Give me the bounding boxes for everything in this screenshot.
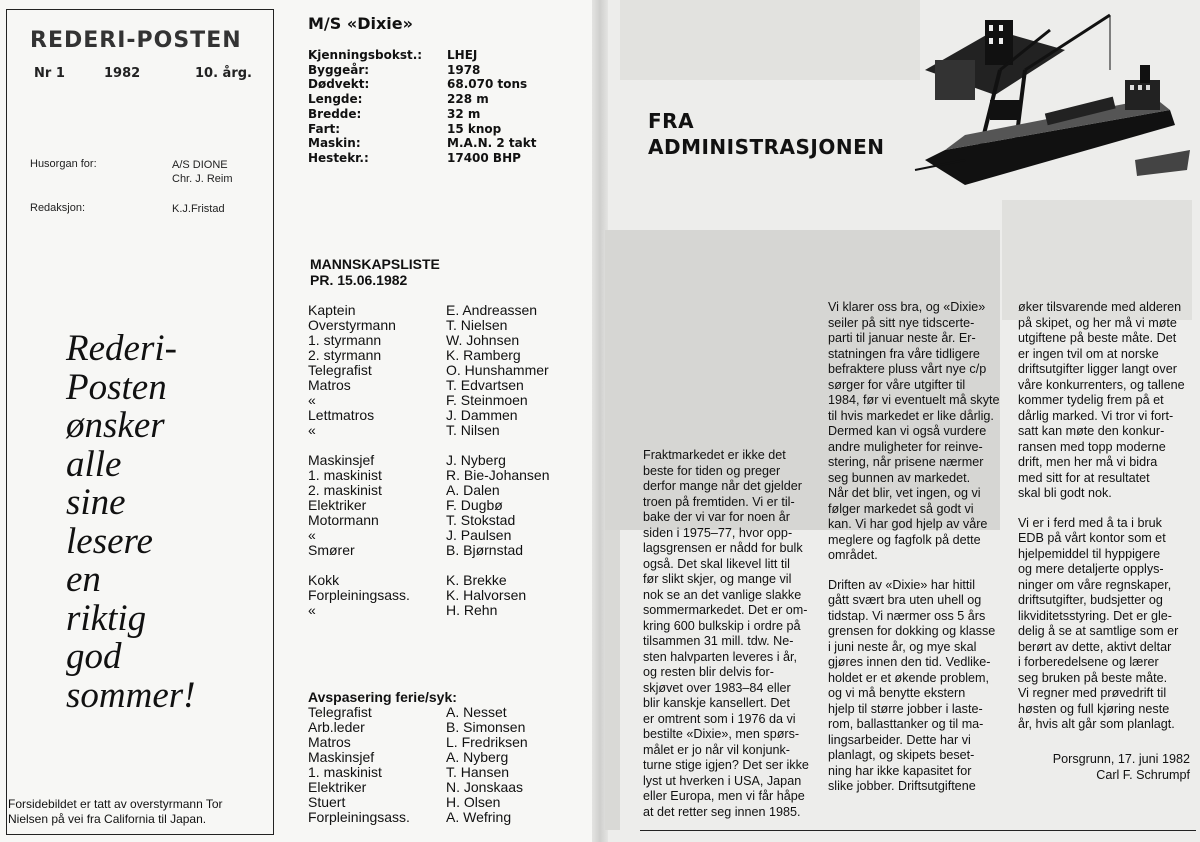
crew-heading-line: MANNSKAPSLISTE (310, 256, 440, 272)
crew-role: « (308, 602, 316, 618)
article-line: høsten og full kjøring neste (1018, 701, 1170, 716)
article-line: seg bruken på beste måte. (1018, 670, 1168, 685)
greeting-line: god (66, 636, 122, 677)
article-line: seg bunnen av markedet. (828, 470, 971, 485)
crew-name: O. Hunshammer (446, 362, 549, 378)
leave-role: Matros (308, 734, 351, 750)
article-line: derfor mange når det gjelder (643, 479, 802, 493)
crew-name: A. Dalen (446, 482, 500, 498)
spec-value: M.A.N. 2 takt (447, 136, 537, 151)
article-line: lagsgrensen er nådd for bulk (643, 541, 803, 555)
spec-key: Byggeår: (308, 62, 370, 77)
spec-value: 1978 (447, 62, 481, 77)
article-line: meglere og fagfolk på dette (828, 532, 981, 547)
article-paragraph (1018, 516, 1193, 733)
article-line: rom, ballasttanker og til ma- (828, 717, 984, 731)
article-line: sten halvparten leveres i år, (643, 649, 798, 664)
article-signoff (1040, 752, 1190, 783)
crew-name: K. Ramberg (446, 347, 521, 363)
leave-name: B. Simonsen (446, 719, 526, 735)
crew-role: Lettmatros (308, 407, 375, 423)
article-line: slike jobber. Driftsutgiftene (828, 779, 976, 793)
article-line: også. Det skal likevel litt til (643, 556, 790, 571)
article-line: er ingen tvil om at norske (1018, 346, 1159, 361)
volume: 10. årg. (195, 66, 252, 81)
article-line: skjøvet over 1983–84 eller (643, 680, 791, 695)
crew-name: F. Steinmoen (446, 392, 528, 408)
crew-role: Elektriker (308, 497, 367, 513)
article-line: at det retter seg innen 1985. (643, 804, 801, 819)
leave-role: Elektriker (308, 779, 367, 795)
leave-role: Telegrafist (308, 704, 372, 720)
crew-name: J. Dammen (446, 407, 518, 423)
crew-role (308, 558, 410, 573)
article-line: på skipet, og her må vi møte (1018, 315, 1177, 330)
article-line: området. (828, 548, 878, 562)
greeting-line: Rederi- (66, 328, 177, 369)
place-date: Porsgrunn, 17. juni 1982 (1052, 752, 1190, 766)
signature: Carl F. Schrumpf (1096, 767, 1190, 782)
crew-role: « (308, 392, 316, 408)
article-line: målet er jo når vil konjunk- (643, 742, 790, 757)
crew-name: E. Andreassen (446, 302, 538, 318)
crew-name: T. Nilsen (446, 422, 500, 438)
spec-values (447, 48, 536, 166)
article-line: sørger for våre utgifter til (828, 377, 966, 392)
spec-value: 15 knop (447, 121, 502, 136)
leave-name: A. Wefring (446, 809, 512, 825)
article-line: tilsammen 31 mill. tdw. Ne- (643, 634, 794, 648)
article-line: ninger om våre regnskaper, (1018, 577, 1172, 592)
article-line: lingsarbeider. Dette har vi (828, 732, 971, 747)
crew-roles (308, 303, 410, 618)
cover-caption (8, 797, 270, 827)
article-line: sommermarkedet. Det er om- (643, 603, 808, 617)
article-line: parti til januar neste år. Er- (828, 331, 976, 345)
article-line: gått svært bra uten uhell og (828, 593, 982, 607)
article-line: skal bli godt nok. (1018, 486, 1112, 500)
article-line: Vi klarer oss bra, og «Dixie» (828, 300, 986, 314)
spec-value: 228 m (447, 92, 489, 107)
crew-heading (310, 256, 440, 288)
article-line: dårlig marked. Vi tror vi fort- (1018, 408, 1174, 423)
crew-role: Overstyrmann (308, 317, 396, 333)
greeting-line: sommer! (66, 674, 196, 716)
crew-name: T. Stokstad (446, 512, 516, 528)
article-line: ransen med topp moderne (1018, 439, 1166, 454)
article-title-line: FRA (648, 109, 695, 133)
leave-role: Forpleiningsass. (308, 809, 410, 825)
article-line: og resten blir delvis for- (643, 665, 774, 679)
summer-greeting (66, 330, 195, 715)
spec-value: 68.070 tons (447, 77, 528, 92)
article-line: tidstap. Vi nærmer oss 5 års (828, 608, 986, 623)
editor-value: K.J.Fristad (172, 203, 225, 215)
spec-value: 32 m (447, 106, 481, 121)
crew-name (446, 558, 550, 573)
article-column-3 (1018, 300, 1193, 747)
article-column-1 (643, 448, 815, 834)
crew-name: K. Halvorsen (446, 587, 527, 603)
crew-name: B. Bjørnstad (446, 542, 524, 558)
greeting-line: lesere (66, 520, 153, 562)
leave-role: Stuert (308, 794, 346, 810)
article-column-2 (828, 300, 1006, 809)
crew-name: J. Nyberg (446, 452, 506, 468)
leave-role: Arb.leder (308, 719, 365, 735)
leave-name: H. Olsen (446, 794, 501, 810)
crew-role: 1. maskinist (308, 467, 382, 483)
house-label: Husorgan for: (30, 158, 97, 170)
article-line: hjelp til større jobber i laste- (828, 701, 983, 716)
leave-role: 1. maskinist (308, 764, 382, 780)
crew-role: Forpleiningsass. (308, 587, 410, 603)
crew-role (308, 438, 410, 453)
leave-name: A. Nesset (446, 704, 507, 720)
article-line: driftsutgifter ligger langt over (1018, 362, 1177, 376)
greeting-line: en (66, 559, 101, 600)
article-line: stering, når prisene nærmer (828, 455, 984, 469)
article-line: 1984, før vi eventuelt må skyte (828, 393, 1000, 407)
crew-name: T. Edvartsen (446, 377, 524, 393)
greeting-line: sine (66, 482, 126, 523)
article-line: blir kanskje kansellert. Det (643, 696, 790, 710)
article-line: kommer tydelig frem på et (1018, 393, 1164, 407)
spec-key: Dødvekt: (308, 77, 370, 92)
crew-name: F. Dugbø (446, 497, 503, 513)
crew-role: Telegrafist (308, 362, 372, 378)
spec-value: 17400 BHP (447, 150, 521, 165)
article-line: utgiftene på beste måte. Det (1018, 331, 1177, 345)
article-line: eller Europa, men vi får håpe (643, 789, 805, 803)
article-line: til hvis markedet er like dårlig. (828, 408, 994, 423)
crew-role: « (308, 527, 316, 543)
greeting-line: Posten (66, 366, 167, 408)
article-line: øker tilsvarende med alderen (1018, 300, 1182, 314)
article-paragraph (643, 448, 815, 820)
article-line: grensen for dokking og klasse (828, 624, 996, 638)
crew-role: Kokk (308, 572, 340, 588)
article-line: EDB på vårt kontor som et (1018, 531, 1166, 545)
article-line: og mere detaljerte opplys- (1018, 562, 1164, 576)
editor-label: Redaksjon: (30, 202, 86, 214)
article-paragraph (828, 578, 1006, 795)
article-line: berørt av dette, aktivt deltar (1018, 639, 1172, 654)
ship-title: M/S «Dixie» (308, 14, 413, 33)
article-line: kring 600 bulkskip i ordre på (643, 618, 801, 633)
crew-role: Maskinsjef (308, 452, 375, 468)
spec-keys (308, 48, 422, 166)
crew-role: Motormann (308, 512, 379, 528)
article-line: driftsutgifter, budsjetter og (1018, 593, 1163, 607)
show-through-shadow (605, 530, 620, 830)
article-line: statningen fra våre tidligere (828, 346, 980, 361)
article-line: siden i 1975–77, hvor opp- (643, 525, 793, 540)
leave-role: Maskinsjef (308, 749, 375, 765)
crew-name: H. Rehn (446, 602, 498, 618)
crew-role: Smører (308, 542, 355, 558)
article-line: og vi må benytte ekstern (828, 686, 966, 700)
spec-key: Fart: (308, 121, 341, 136)
article-line: andre muligheter for reinve- (828, 439, 983, 454)
crew-names (446, 303, 550, 618)
article-line: turne stige igjen? Det ser ikke (643, 758, 809, 772)
article-line: år, hvis alt går som planlagt. (1018, 717, 1175, 731)
greeting-line: ønsker (66, 405, 165, 446)
ship-illustration (905, 10, 1195, 190)
issue-number: Nr 1 (34, 66, 65, 81)
article-line: Vi er i ferd med å ta i bruk (1018, 515, 1162, 530)
article-title (648, 108, 885, 160)
article-line: troen på fremtiden. Vi er til- (643, 494, 795, 509)
article-paragraph (828, 300, 1006, 564)
article-line: Dermed kan vi også vurdere (828, 424, 987, 438)
article-line: Fraktmarkedet er ikke det (643, 448, 786, 462)
greeting-line: riktig (66, 597, 147, 639)
issue-year: 1982 (104, 66, 141, 81)
house-value-2: Chr. J. Reim (172, 173, 233, 185)
leave-roles (308, 705, 410, 825)
article-line: bake der vi var for noen år (643, 510, 791, 524)
article-line: beste for tiden og preger (643, 463, 781, 478)
house-value-1: A/S DIONE (172, 159, 228, 171)
article-line: delig å se at samtlige som er (1018, 624, 1179, 638)
article-line: før slikt skjer, og mange vil (643, 572, 792, 586)
crew-name: J. Paulsen (446, 527, 512, 543)
greeting-line: alle (66, 443, 122, 485)
spec-key: Bredde: (308, 106, 362, 121)
spec-key: Hestekr.: (308, 150, 369, 165)
article-line: likviditetsstyring. Det er gle- (1018, 608, 1172, 623)
article-line: befraktere pluss vårt nye c/p (828, 362, 987, 376)
article-line: er omtrent som i 1976 da vi (643, 711, 796, 726)
bottom-rule (640, 830, 1196, 831)
crew-name: K. Brekke (446, 572, 507, 588)
magazine-title: REDERI-POSTEN (30, 28, 242, 53)
article-title-line: ADMINISTRASJONEN (648, 135, 885, 159)
article-line: planlagt, og skipets beset- (828, 748, 975, 762)
caption-line: Forsidebildet er tatt av overstyrmann Tor (8, 797, 223, 811)
article-line: kan. Vi har god hjelp av våre (828, 517, 988, 531)
crew-name: R. Bie-Johansen (446, 467, 550, 483)
leave-name: N. Jonskaas (446, 779, 524, 795)
article-paragraph (1018, 300, 1193, 502)
article-line: drift, men her må vi bidra (1018, 455, 1158, 469)
article-line: hjelpemiddel til hyppigere (1018, 546, 1161, 561)
crew-role: 1. styrmann (308, 332, 382, 348)
crew-role: Matros (308, 377, 351, 393)
article-line: Vi regner med prøvedrift til (1018, 686, 1167, 700)
crew-role: Kaptein (308, 302, 356, 318)
leave-name: T. Hansen (446, 764, 510, 780)
article-line: ning har ikke kapasitet for (828, 763, 972, 778)
leave-name: A. Nyberg (446, 749, 509, 765)
crew-heading-line: PR. 15.06.1982 (310, 272, 408, 288)
article-line: med sitt for at resultatet (1018, 470, 1150, 485)
article-line: nok se an det vanlige slakke (643, 587, 802, 602)
crew-role: 2. maskinist (308, 482, 382, 498)
crew-role: 2. styrmann (308, 347, 382, 363)
leave-heading: Avspasering ferie/syk: (308, 689, 457, 705)
article-line: Når det blir, vet ingen, og vi (828, 486, 981, 500)
show-through-shadow (620, 0, 920, 80)
crew-name (446, 438, 550, 453)
crew-name: W. Johnsen (446, 332, 520, 348)
leave-name: L. Fredriksen (446, 734, 528, 750)
article-line: bestilte «Dixie», men spørs- (643, 727, 800, 741)
spec-key: Maskin: (308, 136, 361, 151)
spec-value: LHEJ (447, 48, 478, 62)
crew-role: « (308, 422, 316, 438)
spec-key: Kjenningsbokst.: (308, 48, 423, 62)
article-line: følger markedet så godt vi (828, 501, 974, 516)
caption-line: Nielsen på vei fra California til Japan. (8, 812, 207, 826)
article-line: satt kan møte den konkur- (1018, 424, 1165, 438)
article-line: lyst ut hverken i USA, Japan (643, 773, 802, 788)
article-line: Driften av «Dixie» har hittil (828, 577, 975, 592)
article-line: holdet er et økende problem, (828, 670, 990, 685)
article-line: i juni neste år, og mye skal (828, 639, 977, 654)
article-line: i forberedelsene og lærer (1018, 655, 1159, 669)
article-line: gjøres innen den tid. Vedlike- (828, 655, 991, 669)
crew-name: T. Nielsen (446, 317, 508, 333)
article-line: våre konkurrenters, og tallene (1018, 377, 1185, 392)
spec-key: Lengde: (308, 92, 363, 107)
article-line: seiler på sitt nye tidscerte- (828, 315, 975, 330)
leave-names (446, 705, 528, 825)
